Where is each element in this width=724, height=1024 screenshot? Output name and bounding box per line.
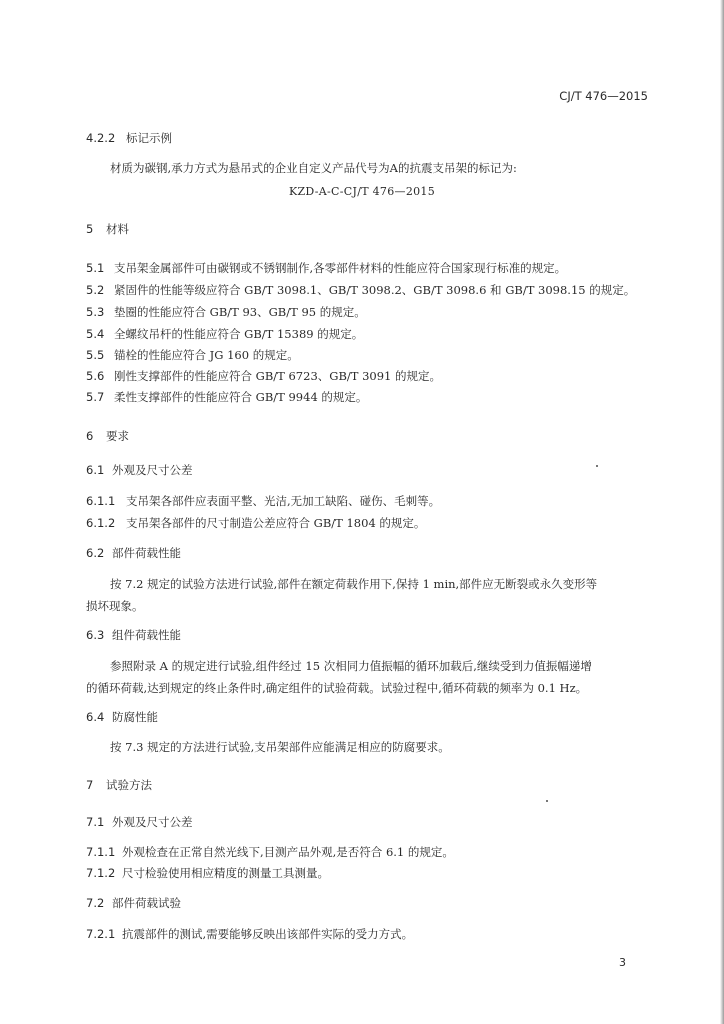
section-7-1-heading: 7.1 外观及尺寸公差: [86, 815, 193, 829]
section-6-1-heading: 6.1 外观及尺寸公差: [86, 463, 193, 477]
chapter-5-heading: [86, 224, 129, 236]
clause-5-1: 5.1 支吊架金属部件可由碳钢或不锈钢制作,各零部件材料的性能应符合国家现行标准的规定。: [86, 261, 567, 275]
section-6-4-heading: 6.4 防腐性能: [86, 710, 158, 724]
chapter-6-heading: [86, 431, 129, 443]
section-6-3-heading: 6.3 组件荷载性能: [86, 628, 181, 642]
clause-5-5: 5.5 锚栓的性能应符合 JG 160 的规定。: [86, 348, 299, 362]
paragraph-line: 的循环荷载,达到规定的终止条件时,确定组件的试验荷载。试验过程中,循环荷载的频率为 0.1 Hz。: [86, 681, 588, 695]
section-title: 标记示例: [126, 131, 172, 145]
section-number: 4.2.2: [86, 131, 116, 145]
scan-speck: [596, 465, 598, 467]
page-number: 3: [619, 956, 626, 969]
chapter-7-heading: [86, 780, 152, 792]
paragraph: 按 7.3 规定的方法进行试验,支吊架部件应能满足相应的防腐要求。: [110, 740, 450, 754]
scan-speck: [546, 800, 548, 802]
chapter-number: 6: [86, 429, 94, 443]
section-6-2-heading: 6.2 部件荷载性能: [86, 546, 181, 560]
clause-6-1-1: 6.1.1 支吊架各部件应表面平整、光洁,无加工缺陷、碰伤、毛刺等。: [86, 494, 441, 508]
document-number: CJ/T 476—2015: [559, 89, 648, 103]
chapter-title: 试验方法: [106, 778, 152, 792]
chapter-title: 要求: [106, 429, 129, 443]
section-4-2-2-heading: [86, 133, 172, 145]
clause-5-7: 5.7 柔性支撑部件的性能应符合 GB/T 9944 的规定。: [86, 390, 368, 404]
paragraph-line: 按 7.2 规定的试验方法进行试验,部件在额定荷载作用下,保持 1 min,部件应无断裂或永久变形等: [110, 577, 598, 591]
scan-edge-shadow: [720, 0, 724, 1024]
product-marking-code: KZD-A-C-CJ/T 476—2015: [288, 185, 436, 198]
paragraph: 材质为碳钢,承力方式为悬吊式的企业自定义产品代号为A的抗震支吊架的标记为:: [110, 161, 517, 175]
clause-7-2-1: 7.2.1 抗震部件的测试,需要能够反映出该部件实际的受力方式。: [86, 927, 414, 941]
clause-5-3: 5.3 垫圈的性能应符合 GB/T 93、GB/T 95 的规定。: [86, 305, 366, 319]
clause-6-1-2: 6.1.2 支吊架各部件的尺寸制造公差应符合 GB/T 1804 的规定。: [86, 516, 426, 530]
paragraph-line: 参照附录 A 的规定进行试验,组件经过 15 次相同力值振幅的循环加载后,继续受到力值振幅递增: [110, 659, 592, 673]
chapter-number: 7: [86, 778, 94, 792]
clause-7-1-1: 7.1.1 外观检查在正常自然光线下,目测产品外观,是否符合 6.1 的规定。: [86, 845, 454, 859]
section-7-2-heading: 7.2 部件荷载试验: [86, 896, 181, 910]
chapter-number: 5: [86, 222, 94, 236]
clause-5-2: 5.2 紧固件的性能等级应符合 GB/T 3098.1、GB/T 3098.2、GB/T 3098.6 和 GB/T 3098.15 的规定。: [86, 283, 636, 297]
chapter-title: 材料: [106, 222, 129, 236]
clause-5-6: 5.6 刚性支撑部件的性能应符合 GB/T 6723、GB/T 3091 的规定。: [86, 369, 442, 383]
clause-7-1-2: 7.1.2 尺寸检验使用相应精度的测量工具测量。: [86, 866, 329, 880]
clause-5-4: 5.4 全螺纹吊杆的性能应符合 GB/T 15389 的规定。: [86, 327, 364, 341]
paragraph-line: 损坏现象。: [86, 599, 144, 613]
